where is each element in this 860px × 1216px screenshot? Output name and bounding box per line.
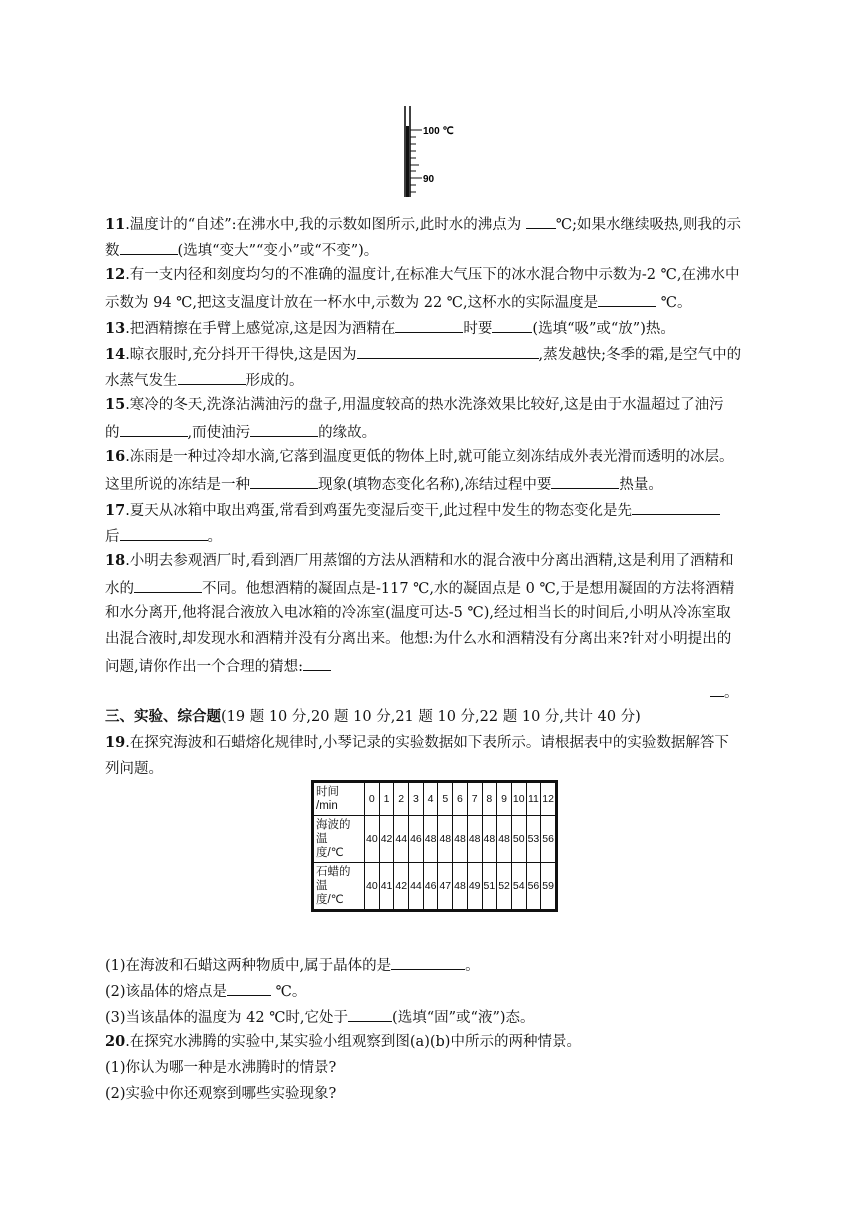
q17-line-2 — [105, 524, 222, 548]
q15-text: 的缘故。 — [318, 425, 377, 441]
q13-blank-1[interactable] — [395, 316, 463, 333]
q17-text: .夏天从冰箱中取出鸡蛋,常看到鸡蛋先变湿后变干,此过程中发生的物态变化是先 — [125, 503, 633, 519]
section-title: 三、实验、综合题 — [105, 709, 221, 725]
table-cell: 48 — [438, 816, 453, 863]
table-cell: 7 — [467, 782, 482, 816]
q17-blank-1[interactable] — [632, 498, 720, 515]
q19-blank-3[interactable] — [348, 1005, 392, 1022]
q18-text: 水的 — [105, 581, 134, 597]
table-cell: 47 — [438, 863, 453, 911]
table-cell: 48 — [482, 816, 497, 863]
q19-sub-3 — [105, 1005, 535, 1029]
q18-line-6 — [710, 680, 739, 704]
table-cell: 50 — [511, 816, 526, 863]
q11-text: 数 — [105, 243, 120, 259]
q13-text: 时要 — [463, 321, 493, 337]
q18-line-5 — [105, 654, 331, 678]
q20-sub-text: (2)实验中你还观察到哪些实验现象? — [105, 1086, 337, 1102]
table-cell: 54 — [511, 863, 526, 911]
table-cell: 8 — [482, 782, 497, 816]
table-cell: 48 — [453, 863, 468, 911]
q15-text: 的 — [105, 425, 120, 441]
question-number: 16 — [105, 448, 126, 465]
table-cell: 2 — [394, 782, 409, 816]
q11-blank-2[interactable] — [120, 238, 178, 255]
table-cell: 56 — [541, 816, 557, 863]
thermometer-label-100: 100 ℃ — [423, 126, 454, 137]
q14-blank-2[interactable] — [178, 368, 246, 385]
q18-blank-1[interactable] — [134, 576, 202, 593]
q19-sub-2 — [105, 979, 306, 1003]
q19-text: .在探究海波和石蜡熔化规律时,小琴记录的实验数据如下表所示。请根据表中的实验数据解答下 — [125, 735, 729, 751]
q11-text: (选填“变大”“变小”或“不变”)。 — [177, 243, 379, 259]
q14-text: 水蒸气发生 — [105, 373, 178, 389]
table-cell: 44 — [409, 863, 424, 911]
q19-blank-2[interactable] — [227, 979, 271, 996]
q15-line-2 — [105, 420, 376, 444]
table-cell: 40 — [365, 816, 380, 863]
table-cell: 56 — [526, 863, 541, 911]
q18-text: 出混合液时,却发现水和酒精并没有分离出来。他想:为什么水和酒精没有分离出来?针对小明提出的 — [105, 631, 732, 647]
table-cell: 11 — [526, 782, 541, 816]
q14-text: .晾衣服时,充分抖开干得快,这是因为 — [125, 347, 357, 363]
q18-blank-2b[interactable] — [710, 680, 724, 697]
q16-line-2 — [105, 472, 663, 496]
q18-text: 问题,请你作出一个合理的猜想: — [105, 659, 303, 675]
table-cell: 48 — [453, 816, 468, 863]
section-header — [105, 706, 641, 728]
q17-line-1 — [105, 498, 720, 522]
table-cell: 3 — [409, 782, 424, 816]
q19-text: 列问题。 — [105, 761, 163, 777]
table-cell: 51 — [482, 863, 497, 911]
q16-text: 热量。 — [619, 477, 663, 493]
q16-line-1 — [105, 446, 734, 468]
q15-line-1 — [105, 394, 724, 416]
q18-text: 。 — [724, 685, 739, 701]
q12-text: 示数为 94 ℃,把这支温度计放在一杯水中,示数为 22 ℃,这杯水的实际温度是 — [105, 295, 599, 311]
q16-text: .冻雨是一种过冷却水滴,它落到温度更低的物体上时,就可能立刻冻结成外表光滑而透明的冰层。 — [125, 449, 734, 465]
melting-data-table — [311, 780, 558, 912]
table-cell: 40 — [365, 863, 380, 911]
table-cell: 59 — [541, 863, 557, 911]
q12-text: .有一支内径和刻度均匀的不准确的温度计,在标准大气压下的冰水混合物中示数为-2 ℃,在沸水中 — [125, 267, 740, 283]
q15-blank-2[interactable] — [250, 420, 318, 437]
q14-line-1 — [105, 342, 741, 366]
q16-blank-1[interactable] — [250, 472, 318, 489]
question-number: 13 — [105, 320, 126, 337]
q12-text: ℃。 — [656, 295, 692, 311]
q13-line — [105, 316, 675, 340]
q14-blank-1[interactable] — [357, 342, 539, 359]
question-number: 11 — [105, 216, 126, 233]
row-header-shila: 石蜡的 温 度/℃ — [313, 863, 365, 911]
q19-sub-text: ℃。 — [271, 984, 307, 1000]
q19-blank-1[interactable] — [391, 953, 465, 970]
q16-text: 现象(填物态变化名称),冻结过程中要 — [318, 477, 552, 493]
table-cell: 42 — [394, 863, 409, 911]
q18-line-4 — [105, 628, 731, 650]
q19-sub-text: 。 — [465, 958, 480, 974]
q11-blank-1[interactable] — [526, 212, 556, 229]
question-number: 18 — [105, 552, 126, 569]
q17-text: 后 — [105, 529, 120, 545]
question-number: 19 — [105, 734, 126, 751]
thermometer-label-90: 90 — [423, 174, 435, 185]
table-cell: 49 — [467, 863, 482, 911]
q19-sub-text: (选填“固”或“液”)态。 — [392, 1010, 535, 1026]
question-number: 14 — [105, 346, 126, 363]
q20-text: .在探究水沸腾的实验中,某实验小组观察到图(a)(b)中所示的两种情景。 — [125, 1034, 581, 1050]
q19-line-2 — [105, 758, 163, 780]
table-cell: 12 — [541, 782, 557, 816]
q20-sub-1 — [105, 1057, 336, 1079]
q19-sub-text: (2)该晶体的熔点是 — [105, 984, 228, 1000]
table-cell: 48 — [497, 816, 512, 863]
section-score: (19 题 10 分,20 题 10 分,21 题 10 分,22 题 10 分,共计 40 分) — [221, 709, 641, 725]
q14-line-2 — [105, 368, 304, 392]
row-header-haibo: 海波的 温 度/℃ — [313, 816, 365, 863]
table-cell: 52 — [497, 863, 512, 911]
table-cell: 41 — [379, 863, 394, 911]
q12-line-2 — [105, 290, 691, 314]
table-cell: 0 — [365, 782, 380, 816]
table-cell: 10 — [511, 782, 526, 816]
q13-text: (选填“吸”或“放”)热。 — [532, 321, 675, 337]
q18-blank-2a[interactable] — [303, 654, 331, 671]
table-row — [313, 863, 557, 911]
q20-sub-text: (1)你认为哪一种是水沸腾时的情景? — [105, 1060, 337, 1076]
q13-blank-2[interactable] — [492, 316, 532, 333]
table-cell: 4 — [423, 782, 438, 816]
q11-text: .温度计的“自述”:在沸水中,我的示数如图所示,此时水的沸点为 — [125, 217, 526, 233]
thermometer-icon — [398, 104, 468, 199]
q14-text: ,蒸发越快;冬季的霜,是空气中的 — [538, 347, 742, 363]
table-row — [313, 782, 557, 816]
table-cell: 42 — [379, 816, 394, 863]
table-cell: 9 — [497, 782, 512, 816]
q13-text: .把酒精擦在手臂上感觉凉,这是因为酒精在 — [125, 321, 396, 337]
table-cell: 48 — [423, 816, 438, 863]
question-number: 12 — [105, 266, 126, 283]
q12-line-1 — [105, 264, 739, 286]
q17-blank-2[interactable] — [120, 524, 208, 541]
table-cell: 48 — [467, 816, 482, 863]
table-cell: 53 — [526, 816, 541, 863]
row-header-time: 时间 /min — [313, 782, 365, 816]
table-cell: 6 — [453, 782, 468, 816]
q18-line-1 — [105, 550, 734, 572]
q18-text: .小明去参观酒厂时,看到酒厂用蒸馏的方法从酒精和水的混合液中分离出酒精,这是利用了酒精和 — [125, 553, 734, 569]
question-number: 20 — [105, 1033, 126, 1050]
q11-text: ℃;如果水继续吸热,则我的示 — [555, 217, 742, 233]
q15-text: .寒冷的冬天,洗涤沾满油污的盘子,用温度较高的热水洗涤效果比较好,这是由于水温超过了油污 — [125, 397, 724, 413]
question-number: 17 — [105, 502, 126, 519]
q15-text: ,而使油污 — [187, 425, 251, 441]
q11-line-2 — [105, 238, 378, 262]
table-cell: 44 — [394, 816, 409, 863]
q18-text: 和水分离开,他将混合液放入电冰箱的冷冻室(温度可达-5 ℃),经过相当长的时间后,小明从冷冻室取 — [105, 605, 731, 621]
q12-blank[interactable] — [598, 290, 656, 307]
table-row — [313, 816, 557, 863]
q15-blank-1[interactable] — [120, 420, 188, 437]
q20-sub-2 — [105, 1083, 336, 1105]
q19-sub-text: (3)当该晶体的温度为 42 ℃时,它处于 — [105, 1010, 349, 1026]
q14-text: 形成的。 — [245, 373, 304, 389]
q19-sub-text: (1)在海波和石蜡这两种物质中,属于晶体的是 — [105, 958, 392, 974]
q11-line-1 — [105, 212, 741, 236]
q18-line-2 — [105, 576, 734, 600]
table-cell: 1 — [379, 782, 394, 816]
q19-line-1 — [105, 732, 729, 754]
q20-line-1 — [105, 1031, 581, 1053]
q19-sub-1 — [105, 953, 480, 977]
q16-blank-2[interactable] — [551, 472, 619, 489]
table-cell: 46 — [423, 863, 438, 911]
question-number: 15 — [105, 396, 126, 413]
q16-text: 这里所说的冻结是一种 — [105, 477, 250, 493]
thermometer-figure — [398, 104, 468, 199]
table-cell: 5 — [438, 782, 453, 816]
q18-line-3 — [105, 602, 731, 624]
q17-text: 。 — [207, 529, 222, 545]
table-cell: 46 — [409, 816, 424, 863]
q18-text: 不同。他想酒精的凝固点是-117 ℃,水的凝固点是 0 ℃,于是想用凝固的方法将酒精 — [202, 581, 735, 597]
